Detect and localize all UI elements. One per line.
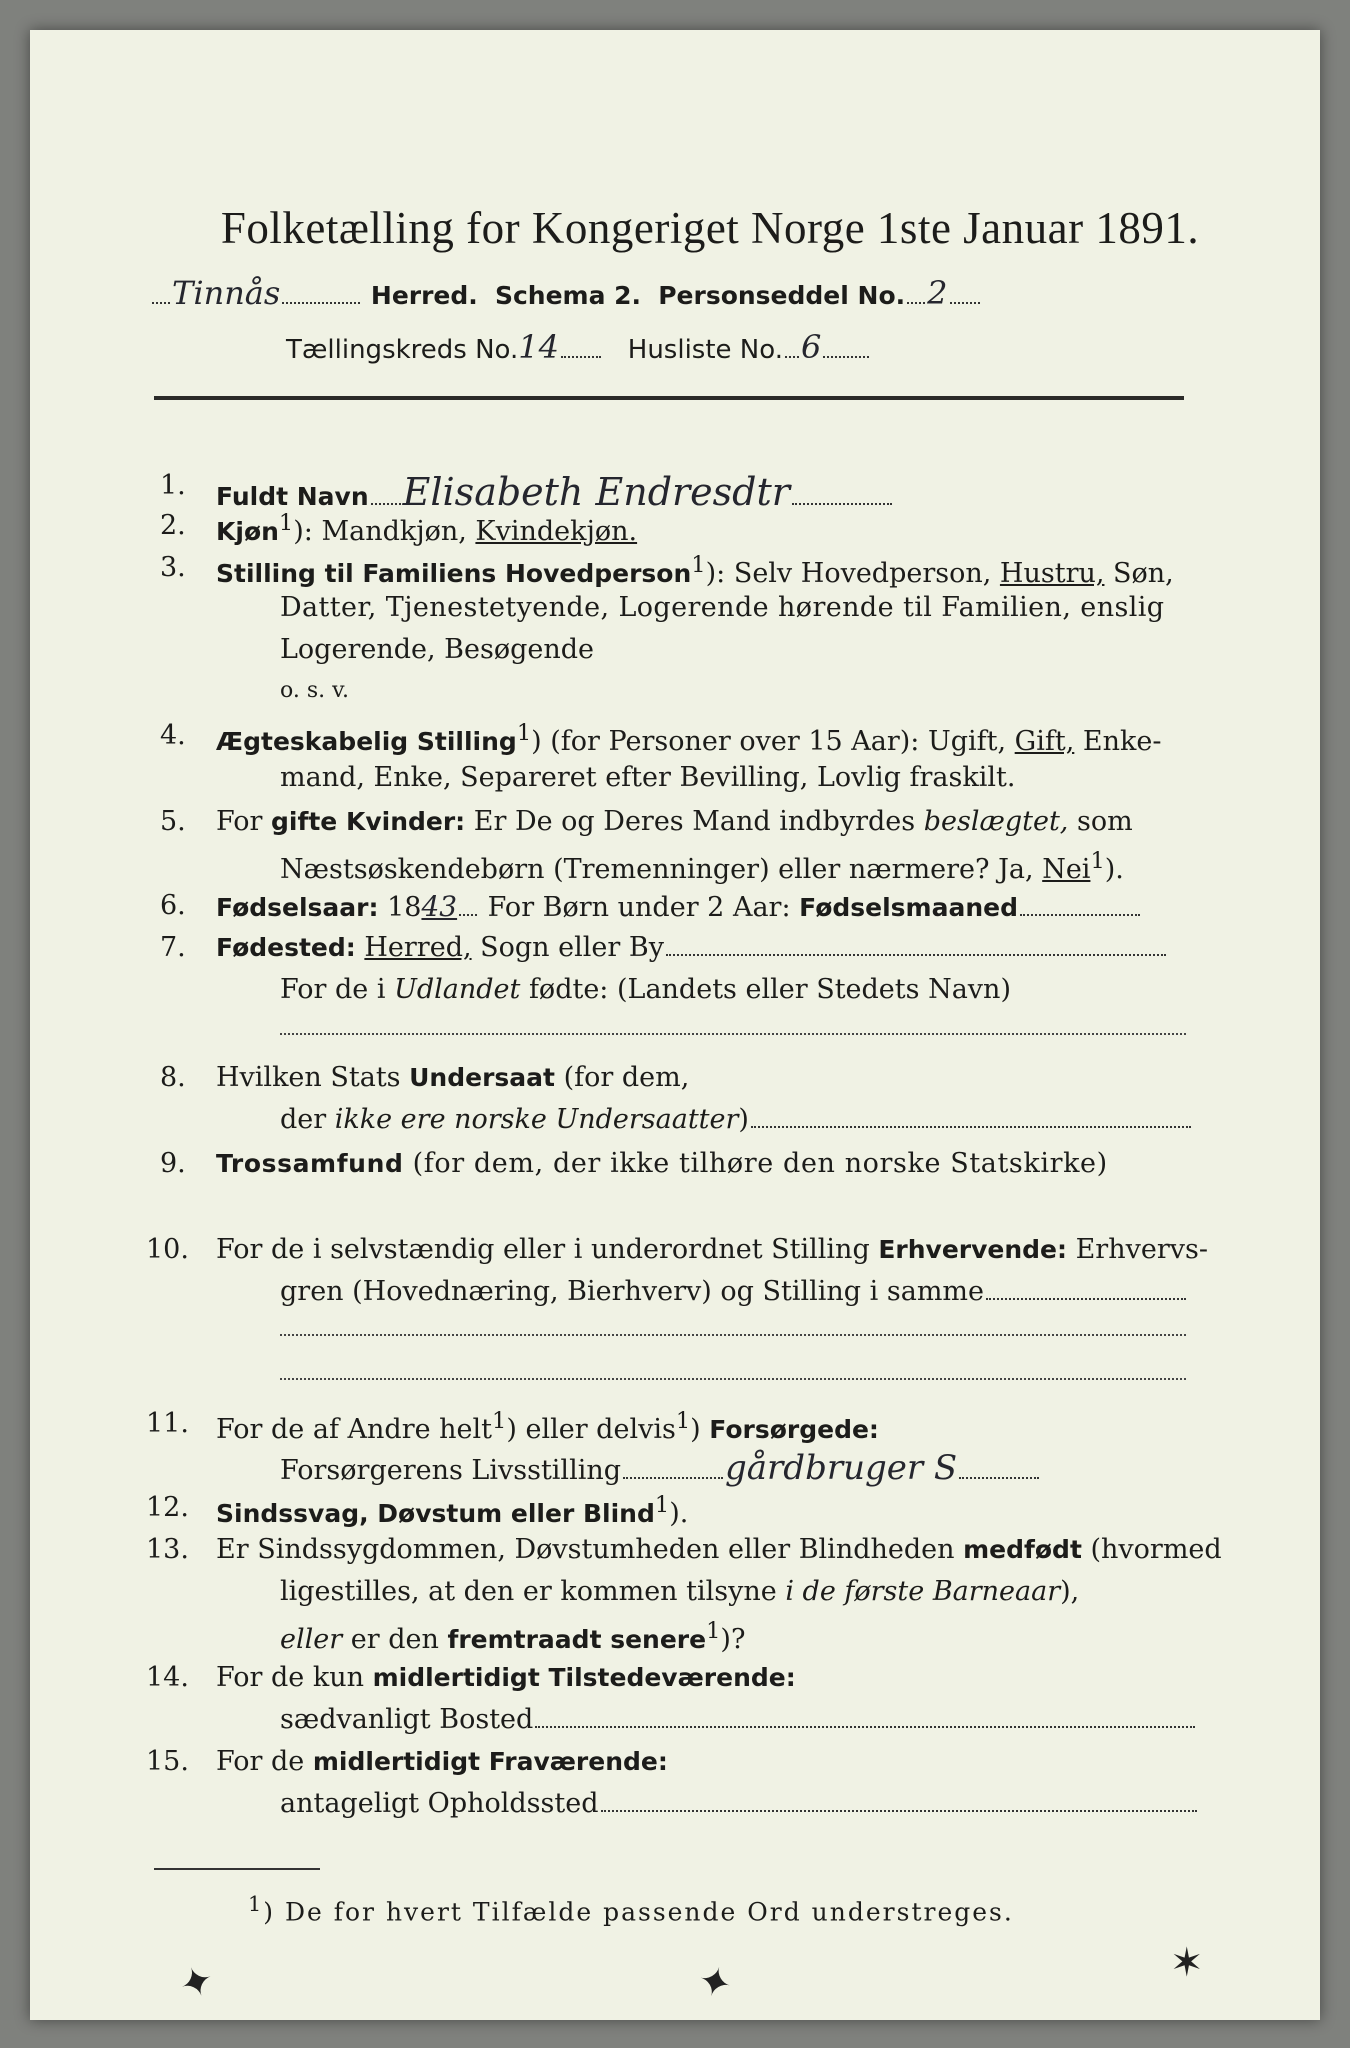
q3-label: Stilling til Familiens Hovedperson (216, 559, 692, 588)
q13-text-a: Er Sindssygdommen, Døvstumheden eller Blindheden (216, 1534, 964, 1565)
q4-footnote-mark: 1 (516, 720, 532, 746)
footnote-mark: 1 (248, 1892, 264, 1916)
q5-text-a: For (216, 806, 272, 837)
q9-label: Trossamfund (216, 1149, 404, 1178)
q7-selected: Herred, (364, 932, 472, 963)
q4-line2: mand, Enke, Separeret efter Bevilling, Lovlig fraskilt. (280, 762, 1016, 793)
kreds-value: 14 (518, 328, 559, 366)
q2-label: Kjøn (216, 517, 279, 546)
q10-label: Erhvervende: (878, 1235, 1068, 1264)
q10-text-b: Erhvervs- (1067, 1234, 1208, 1265)
husliste-value: 6 (800, 328, 822, 366)
q14-number: 14. (146, 1662, 189, 1693)
kreds-label: Tællingskreds No. (286, 335, 519, 365)
q15-label: midlertidigt Fraværende: (312, 1747, 668, 1776)
q7-number: 7. (160, 932, 186, 963)
schema-label: Schema 2. (494, 281, 642, 310)
q5-line (216, 806, 1133, 837)
q4-label: Ægteskabelig Stilling (216, 727, 517, 756)
q9-text-b: (for dem, der ikke tilhøre den norske Statskirke) (403, 1148, 1108, 1179)
q4-line (216, 720, 1161, 757)
q6-label: Fødselsaar: (216, 893, 379, 922)
footnote-text: ) De for hvert Tilfælde passende Ord understreges. (263, 1897, 1014, 1927)
q3-line2: Datter, Tjenestetyende, Logerende hørende til Familien, enslig (280, 592, 1165, 623)
header-divider (154, 396, 1184, 400)
q3-line4: o. s. v. (280, 678, 349, 703)
q14-label: midlertidigt Tilstedeværende: (372, 1663, 796, 1692)
q12-footnote-mark: 1 (654, 1492, 670, 1518)
q6-prefix: 18 (378, 892, 422, 923)
herred-line (150, 274, 982, 312)
registration-mark-icon: ✦ (692, 1956, 737, 2010)
kreds-line (286, 328, 871, 366)
q2-line (216, 510, 637, 547)
q10-text-a: For de i selvstændig eller i underordnet Stilling (216, 1234, 879, 1265)
q5-text-b: Er De og Deres Mand indbyrdes (465, 806, 924, 837)
q15-line (216, 1746, 668, 1777)
registration-mark-icon: ✦ (173, 1955, 221, 2011)
q4-number: 4. (160, 720, 186, 751)
q12-number: 12. (146, 1492, 189, 1523)
q9-number: 9. (160, 1148, 186, 1179)
q8-italic: ikke ere norske Undersaatter (334, 1104, 739, 1135)
q8-line2-end: ) (738, 1104, 749, 1135)
q3-line (216, 552, 1174, 589)
q13-line3 (280, 1618, 745, 1655)
q13-footnote-mark: 1 (706, 1618, 721, 1644)
q6-line (216, 890, 1142, 923)
q13-line (216, 1534, 1222, 1565)
q1-line (216, 470, 894, 514)
q3-selected: Hustru, (999, 558, 1105, 589)
q11-line2 (280, 1448, 1041, 1488)
herred-value: Tinnås (172, 274, 281, 312)
q15-line2-text: antageligt Opholdssted (280, 1788, 599, 1819)
q5-number: 5. (160, 806, 186, 837)
q9-line (216, 1148, 1108, 1179)
q11-line2-text: Forsørgerens Livsstilling (280, 1455, 622, 1486)
q15-text-a: For de (216, 1746, 313, 1777)
form-title: Folketælling for Kongeriget Norge 1ste Januar 1891. (220, 203, 1200, 253)
q2-footnote-mark: 1 (278, 510, 294, 536)
q14-line (216, 1662, 796, 1693)
q13-line2-end: ), (1060, 1576, 1080, 1607)
q5-italic: beslægtet, (923, 806, 1069, 837)
q13-line2-text: ligestilles, at den er kommen tilsyne (280, 1576, 786, 1607)
q12-label: Sindssvag, Døvstum eller Blind (216, 1499, 655, 1528)
q4-text-b: Enke- (1074, 726, 1162, 757)
q7-line2-end: fødte: (Landets eller Stedets Navn) (520, 974, 1011, 1005)
q8-line2 (280, 1104, 1193, 1135)
q6-label2: Fødselsmaaned (799, 893, 1019, 922)
footnote (248, 1892, 1014, 1926)
q11-label: Forsørgede: (709, 1415, 879, 1444)
q11-text-b: ) eller delvis (506, 1414, 676, 1445)
personseddel-value: 2 (927, 274, 948, 312)
q14-line2 (280, 1704, 1197, 1735)
q7-line2 (280, 974, 1011, 1005)
q5-label: gifte Kvinder: (271, 807, 466, 836)
q10-line (216, 1234, 1208, 1265)
q13-label: medfødt (963, 1535, 1082, 1564)
q3-number: 3. (160, 552, 186, 583)
q4-text-a: ) (for Personer over 15 Aar): Ugift, (531, 726, 1015, 757)
q6-value: 43 (421, 890, 458, 923)
registration-mark-icon: ✶ (1170, 1940, 1204, 1986)
q4-selected: Gift, (1014, 726, 1075, 757)
q11-text-a: For de af Andre helt (216, 1414, 493, 1445)
q12-line (216, 1492, 688, 1529)
q11-footnote-mark-2: 1 (675, 1408, 691, 1434)
q15-number: 15. (146, 1746, 189, 1777)
husliste-label: Husliste No. (627, 335, 783, 365)
q1-value: Elisabeth Endresdtr (402, 470, 790, 514)
q10-line2 (280, 1276, 1188, 1307)
q8-number: 8. (160, 1062, 186, 1093)
q15-line2 (280, 1788, 1199, 1819)
q11-value: gårdbruger S (725, 1448, 958, 1488)
q5-selected: Nei (1042, 854, 1091, 885)
personseddel-label: Personseddel No. (658, 281, 906, 310)
q10-line2-text: gren (Hovednæring, Bierhverv) og Stilling i samme (280, 1276, 985, 1307)
census-form-sheet (30, 30, 1320, 2020)
q11-footnote-mark-1: 1 (492, 1408, 507, 1434)
q14-text-a: For de kun (216, 1662, 373, 1693)
footnote-divider (154, 1868, 320, 1870)
q7-line2-text: For de i (280, 974, 395, 1005)
q2-number: 2. (160, 510, 186, 541)
q10-blank-line-1 (280, 1334, 1186, 1336)
q3-line3: Logerende, Besøgende (280, 634, 594, 665)
q6-text-b: For Børn under 2 Aar: (479, 892, 800, 923)
q13-italic: i de første Barneaar (785, 1576, 1061, 1607)
q5-line2-end: ). (1104, 854, 1124, 885)
q1-label: Fuldt Navn (216, 482, 369, 511)
q3-text-a: ): Selv Hovedperson, (705, 558, 1000, 589)
q11-number: 11. (146, 1408, 189, 1439)
q5-text-c: som (1068, 806, 1133, 837)
q13-text-b: (hvormed (1081, 1534, 1222, 1565)
q8-text-a: Hvilken Stats (216, 1062, 410, 1093)
q5-footnote-mark: 1 (1090, 848, 1105, 874)
q13-label2: fremtraadt senere (447, 1625, 707, 1654)
q10-blank-line-2 (280, 1378, 1186, 1380)
q13-line3-text: er den (342, 1624, 448, 1655)
q5-line2 (280, 848, 1124, 885)
q5-line2-text: Næstsøskendebørn (Tremenninger) eller nærmere? Ja, (280, 854, 1043, 885)
q8-label: Undersaat (409, 1063, 555, 1092)
herred-label: Herred. (370, 281, 478, 310)
q13-line2 (280, 1576, 1079, 1607)
q8-line (216, 1062, 689, 1093)
q10-number: 10. (146, 1234, 189, 1265)
q8-text-b: (for dem, (554, 1062, 690, 1093)
q12-text-b: ). (669, 1498, 689, 1529)
q13-line3-end: )? (720, 1624, 746, 1655)
q7-label: Fødested: (216, 933, 356, 962)
q3-footnote-mark: 1 (691, 552, 706, 578)
q3-text-b: Søn, (1104, 558, 1174, 589)
q8-line2-text: der (280, 1104, 335, 1135)
q7-blank-line (280, 1033, 1186, 1035)
q2-selected: Kvindekjøn. (475, 516, 638, 547)
q7-text-b: Sogn eller By (471, 932, 664, 963)
q13-line3-italic: eller (280, 1624, 343, 1655)
q1-number: 1. (160, 470, 186, 501)
q7-line (216, 932, 1168, 963)
q14-line2-text: sædvanligt Bosted (280, 1704, 534, 1735)
q7-italic: Udlandet (394, 974, 521, 1005)
q11-text-c: ) (690, 1414, 710, 1445)
q13-number: 13. (146, 1534, 189, 1565)
q6-number: 6. (160, 890, 186, 921)
q11-line (216, 1408, 879, 1445)
q2-options: ): Mandkjøn, (293, 516, 476, 547)
